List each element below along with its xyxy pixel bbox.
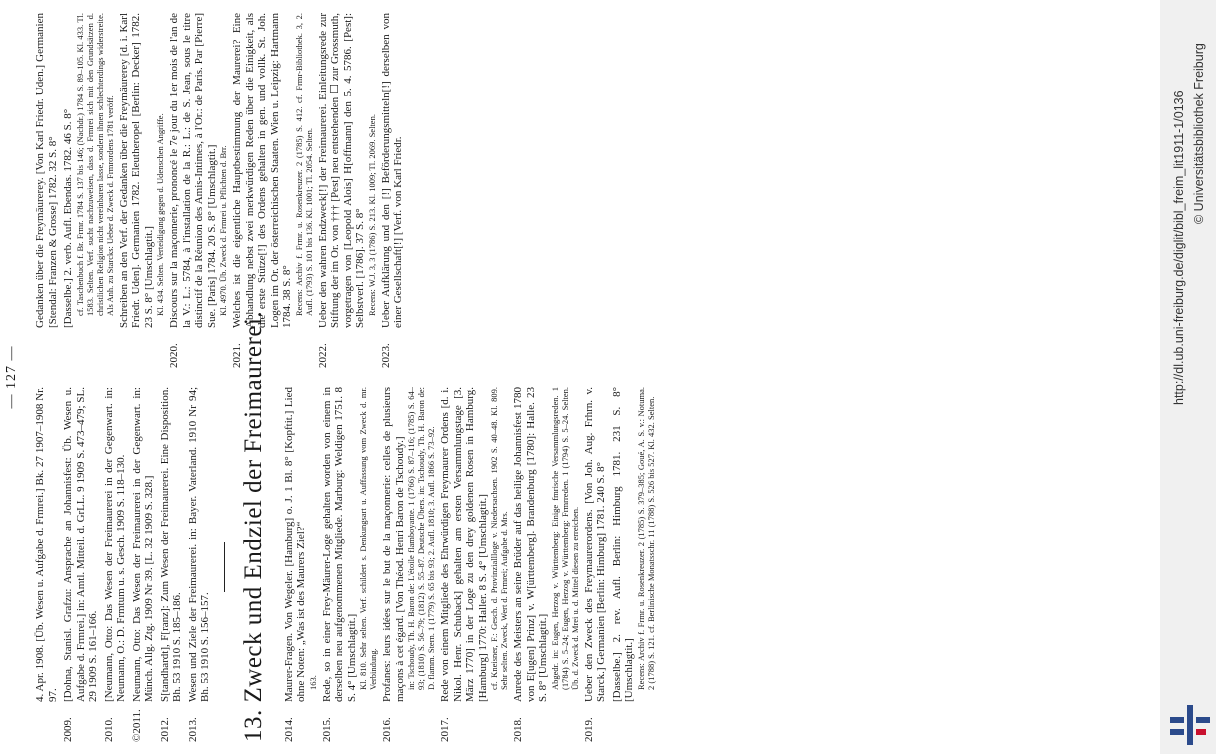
entry-number: 2022. xyxy=(316,343,329,368)
right-column xyxy=(34,13,408,368)
bibliography-entry xyxy=(34,13,59,368)
university-logo-icon xyxy=(1170,703,1210,747)
entry-text: Neumann, Otto: Das Wesen der Freimaurerei in der Gegenwart. in: Münch. Allg. Ztg. 1909 Nr 39. [L. 32 1909 S. 328.] xyxy=(130,387,155,702)
entry-text: Discours sur la maçonnerie, prononcé le 7e jour du 1er mois de l'an de la V.: L.: 5784, à l'installation de la R.: L.: de S. Jean, sous le titre distinctif de la Réunion des Amis-Intimes, à l'Or.: de Paris. Par [Pierre] Sue. [Paris] 1784. 20 S. 8° [Umschlagtit.] xyxy=(168,13,218,328)
entry-text: 4. Apr. 1908. [Üb. Wesen u. Aufgabe d. Frmrei.] Bk. 27 1907–1908 Nr. 97. xyxy=(34,387,59,702)
entry-body xyxy=(131,387,156,702)
entry-number: 2010. xyxy=(102,717,115,742)
bibliography-entry xyxy=(168,13,228,368)
entry-number: 2013. xyxy=(186,717,199,742)
bibliography-entry xyxy=(103,387,128,742)
entry-number: 2021. xyxy=(231,343,243,368)
entry-text: Rede von einem Mitgliede des Ehrwürdigen Freymaurer Ordens [d. i. Nikol. Henr. Schuback] gehalten am ersten Versammlungstage [3. März 1770] in der Loge zu den drey goldenen Rosen in Hamburg. [Hamburg] 1770: Haller. 8 S. 4° [Umschlagtit.] xyxy=(439,387,489,702)
entry-note: cf. Kneisner, F.: Gesch. d. Provinziallloge v. Niedersachsen. 1902 S. 40–48. Kl. 809. Sehr selten. Zweck, Wert d. Frmrei; Aufgabe d. Mrs. xyxy=(489,387,509,690)
entry-text: Rede, so in einer Frey-Mäurer-Loge gehalten worden von einem in derselben neu aufgenommenen Mitgliede. Marburg: Weldigen 1751. 8 S. 4° [Umschlagtit.] xyxy=(320,387,358,702)
entry-number: ©2011. xyxy=(130,709,143,742)
entry-text: Anrede des Meisters an seine Brüder auf das heilige Johannisfest 1780 von E[ugen] Prinz] v. W[ürttemberg]. Brandenburg [1780]: Halle. 23 S. 8° [Umschlagtit.] xyxy=(512,387,549,702)
bibliography-entry xyxy=(380,13,405,368)
library-sidebar xyxy=(1160,0,1216,754)
entries-left xyxy=(283,387,656,742)
bibliography-entry xyxy=(583,387,608,742)
entry-body xyxy=(381,387,436,702)
entry-number xyxy=(34,702,59,742)
entry-note: in: Tschoudy, Th. H. Baron de: L'étoile flamboyante. 1 (1766) S. 87–116; (1785) S. 64–93; (1810) S. 56–79; (1812) S. 55–87. Deutsche Übers. in: Tschoudy, Th. H. Baron de: D. flamm. Stern. 1 (1779) S. 65 bis 93; 2. Aufl. 1810; 3. Aufl. 1866 S. 73–92. xyxy=(406,387,436,690)
entry-number xyxy=(34,328,59,368)
entry-text: [Dasselbe.] 2. rev. Aufl. Berlin: Himburg 1781. 231 S. 8° [Umschlagtit.] xyxy=(610,387,635,702)
bibliography-entry xyxy=(512,387,580,742)
entry-text: Maurer-Fragen. Von Wegeler. [Hamburg] o. J. 1 Bl. 8° [Kopftit.] Lied ohne Noten: „Was ist des Maurers Ziel?“ xyxy=(282,387,307,702)
entry-text: Ueber den Zweck des Freymaurerordens. [Von Joh. Aug. Frhrn. v. Starck.] Germanien [Berlin: Himburg] 1781. 240 S. 8° xyxy=(582,387,607,702)
entry-body xyxy=(103,387,128,702)
entry-text: Gedanken über die Freymäurerey. [Von Karl Friedr. Uden.] Germanien [Stendal: Franzen & Grosse] 1782. 32 S. 8° xyxy=(34,13,59,328)
bibliography-entry xyxy=(62,387,100,742)
entry-note: Recens: Archiv f. Frmr. u. Rosenkreuzer. 2 (1785) S. 379–385; Goué, A. S. v.: Notuma. 2 (1788) S. 121. cf. Berlinische Monatsschr. 11 (1788) S. 526 bis 527. Kl. 432. Selten. xyxy=(635,387,656,690)
bibliography-entry xyxy=(381,387,436,742)
entry-text: Wesen und Ziele der Freimaurerei. in: Bayer. Vaterland. 1910 Nr 94; Bh. 53 1910 S. 156–157. xyxy=(186,387,211,702)
section-title: 13. Zweck und Endziel der Freimaurerei. xyxy=(239,310,267,742)
entry-number: 2014. xyxy=(282,717,295,742)
entry-number: 2016. xyxy=(381,717,393,742)
entry-body xyxy=(380,13,405,328)
entry-number: 2018. xyxy=(512,717,524,742)
entry-number: 2019. xyxy=(582,717,595,742)
entry-body xyxy=(168,13,228,328)
entry-text: Ueber den wahren Endzweck[!] der Freimaurerei. Einleitungsrede zur Stiftung der im Or. von ††† [Pest] neu entstehenden ☐ zur Grossmuth, vorgetragen von [Leopold Alois] H[offmann] den 5. 4. 5786. [Pest]: Selbstverl. [1786]. 37 S. 8° xyxy=(316,13,366,328)
entry-number xyxy=(611,702,656,742)
entry-body xyxy=(62,387,100,702)
entry-body xyxy=(321,387,379,702)
entry-number xyxy=(62,328,115,368)
entry-text: [Dasselbe.] 2. verb. Aufl. Ebendas. 1782. 46 S. 8° xyxy=(62,108,74,328)
entry-note: Recens: Archiv f. Frmr. u. Rosenkreuzer. 2 (1785) S. 412. cf. Frmr-Bibliothek. 3, 2. Aufl. (1793) S. 101 bis 136. Kl. 1001; Tl. 2054. Selten. xyxy=(293,13,314,316)
bibliography-entry xyxy=(611,387,656,742)
page-number: — 127 — xyxy=(4,345,19,409)
entries-upper xyxy=(34,387,212,742)
entry-body xyxy=(439,387,509,702)
entry-body xyxy=(118,13,166,328)
bibliography-entry xyxy=(131,387,156,742)
bibliography-entry xyxy=(317,13,377,368)
entry-number: 2017. xyxy=(439,717,451,742)
entry-number: 2012. xyxy=(158,717,171,742)
entry-text: Schreiben an den Verf. der Gedanken über die Freymäurerey [d. i. Karl Friedr. Uden]. Germanien 1782. Eleutheropel [Berlin: Decker] 1782. 23 S. 8° [Umschlagtit.] xyxy=(117,13,155,328)
permalink-url[interactable]: http://dl.ub.uni-freiburg.de/diglit/bibl_freim_lit1911-1/0136 xyxy=(1172,90,1186,405)
entry-note: Kl. 810. Sehr selten. Verf. schildert s. Denkungsart u. Auffassung vom Zweck d. mr. Verbindung. xyxy=(358,387,378,690)
entry-text: Welches ist die eigentliche Hauptbestimmung der Maurerei? Eine Abhandlung nebst zwei merkwürdigen Reden über die Einigkeit, als die erste Stütze[!] des Ordens gehalten in gen. und vollk. St. Joh. Logen im Or. der österreichischen Staaten. Wien u. Leipzig: Hartmann 1784. 38 S. 8° xyxy=(231,13,293,328)
entry-number: 2009. xyxy=(62,717,74,742)
entry-body xyxy=(611,387,656,702)
entry-number: 2015. xyxy=(320,717,333,742)
entry-body xyxy=(231,13,314,328)
entry-text: [Neumann, Otto: Das Wesen der Freimaurerei in der Gegenwart. in: Neumann, O.: D. Frmtum u. s. Gesch. 1909 S. 118–130. xyxy=(102,387,127,702)
bibliography-entry xyxy=(439,387,509,742)
entry-body xyxy=(34,387,59,702)
bibliography-entry xyxy=(62,13,115,368)
entry-body xyxy=(159,387,184,702)
entry-number: 2023. xyxy=(379,343,392,368)
entry-body xyxy=(317,13,377,328)
entry-body xyxy=(283,387,318,702)
entry-body xyxy=(34,13,59,328)
entry-number xyxy=(118,328,166,368)
entry-note: cf. Taschenbuch f. Br. Frmr. 1784 S. 137 bis 146; (Nachdr.) 1784 S. 89–105. Kl. 433. Tl. 1583. Selten. Verf. sucht nachzuweisen, dass d. Frmrei sich mit den Grundsätzen d. christlichen Religion nicht vereinbaren lasse, sondern ihnen schlechterdings widerstreite. Als Anh. zu Starcks: Ueber d. Zweck d. Frmrordens 1781 veröff. xyxy=(74,13,115,316)
bibliography-entry xyxy=(187,387,212,742)
entries-right xyxy=(34,13,405,368)
entry-note: Abgedr. in: Eugen, Herzog v. Württemberg: Einige fmrische Versammlungsreden. 1 (1784) S. 5–24; Eugen, Herzog v. Württemberg: Frmrreden. 1 (1794) S. 5–24. Selten. Üb. d. Zweck d. Mrei u. d. Mittel diesen zu erreichen. xyxy=(549,387,580,690)
entry-number: 2020. xyxy=(168,343,180,368)
entry-body xyxy=(62,13,115,328)
entry-text: [Dohna, Stanisl. Grafzu: Ansprache an Johannisfest: Üb. Wesen u. Aufgabe d. Frmrei.] in: Amtl. Mitteil. d. GrLL. 9 1909 S. 473–479; SL. 29 1909 S. 161–166. xyxy=(62,387,99,702)
copyright-notice: © Universitätsbibliothek Freiburg xyxy=(1192,43,1206,224)
entry-body xyxy=(187,387,212,702)
entry-text: Ueber Aufklärung und den [!] Beförderungsmitteln[!] derselben von einer Gesellschaft[!] [Verf. von Karl Friedr. xyxy=(379,13,404,328)
bibliography-entry xyxy=(34,387,59,742)
bibliography-entry xyxy=(321,387,379,742)
entry-note: Recens: W.J. 3, 3 (1786) S. 213. Kl. 1009; Tl. 2069. Selten. xyxy=(366,114,377,316)
entry-body xyxy=(583,387,608,702)
entry-text: S[tandhardt], F[ranz]: Zum Wesen der Freimaurerei. Eine Disposition. Bh. 53 1910 S. 185–186. xyxy=(158,387,183,702)
entry-note: 163. xyxy=(307,675,318,690)
entry-note: Kl. 4970. Üb. Zweck d. Frmrei u. Pflichten d. Brr. xyxy=(218,145,228,316)
bibliography-entry xyxy=(159,387,184,742)
entry-body xyxy=(512,387,580,702)
bibliography-entry xyxy=(118,13,166,368)
bibliography-entry xyxy=(231,13,314,368)
separator-line xyxy=(224,542,225,592)
entry-note: Kl. 434. Selten. Verteidigung gegen d. Udenschen Angriffe. xyxy=(155,113,165,316)
entry-text: Profanes: leurs idées sur le but de la maçonnerie: celles de plusieurs maçons à cet égard. [Von Théod. Henri Baron de Tschoudy.] xyxy=(381,387,406,702)
bibliography-entry xyxy=(283,387,318,742)
